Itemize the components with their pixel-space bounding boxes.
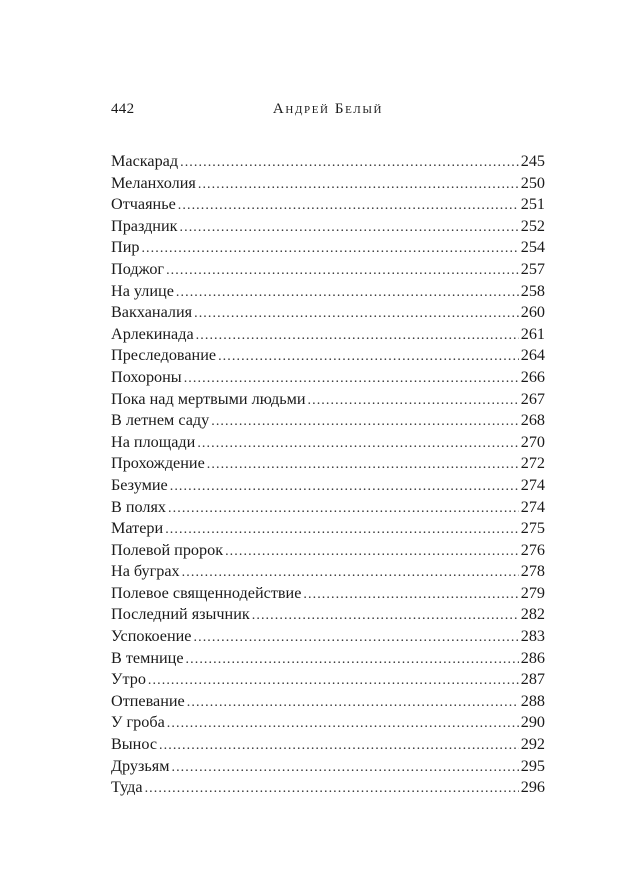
toc-entry-page-number: 254 — [520, 238, 545, 257]
toc-dot-leader — [308, 390, 519, 412]
toc-entry-page-number: 279 — [520, 583, 545, 602]
toc-entry-title: Пир — [111, 238, 140, 257]
toc-dot-leader — [180, 152, 519, 174]
toc-dot-leader — [218, 346, 519, 368]
toc-entry — [111, 518, 545, 540]
toc-entry — [111, 475, 545, 497]
toc-entry-page-number: 251 — [520, 195, 545, 214]
toc-entry-page-number: 274 — [520, 497, 545, 516]
toc-entry-title: Полевой пророк — [111, 540, 224, 559]
toc-dot-leader — [187, 692, 519, 714]
toc-entry-page-number: 288 — [520, 691, 545, 710]
toc-entry — [111, 669, 545, 691]
toc-dot-leader — [194, 627, 519, 649]
toc-entry-page-number: 278 — [520, 562, 545, 581]
toc-dot-leader — [165, 519, 519, 541]
toc-entry-page-number: 283 — [520, 627, 545, 646]
toc-entry-page-number: 276 — [520, 540, 545, 559]
toc-entry-title: Полевое священнодействие — [111, 583, 302, 602]
toc-dot-leader — [145, 778, 519, 800]
toc-entry-page-number: 245 — [520, 152, 545, 170]
toc-entry-page-number: 260 — [520, 303, 545, 322]
toc-entry — [111, 712, 545, 734]
toc-entry-title: Меланхолия — [111, 173, 196, 192]
toc-dot-leader — [159, 735, 519, 757]
toc-entry-page-number: 266 — [520, 367, 545, 386]
toc-entry-title: Вынос — [111, 735, 158, 754]
toc-entry — [111, 216, 545, 238]
toc-entry-page-number: 282 — [520, 605, 545, 624]
toc-entry — [111, 151, 545, 173]
toc-entry-page-number: 257 — [520, 259, 545, 278]
toc-entry-title: На буграх — [111, 562, 180, 581]
toc-entry-page-number: 272 — [520, 454, 545, 473]
toc-entry-title: Поджог — [111, 259, 165, 278]
toc-entry — [111, 691, 545, 713]
toc-entry — [111, 734, 545, 756]
toc-entry-title: Друзьям — [111, 756, 170, 775]
toc-entry-page-number: 290 — [520, 713, 545, 732]
toc-dot-leader — [182, 562, 519, 584]
toc-dot-leader — [180, 217, 519, 239]
toc-entry — [111, 497, 545, 519]
table-of-contents — [111, 151, 545, 799]
toc-entry-page-number: 261 — [520, 324, 545, 343]
toc-dot-leader — [171, 757, 518, 779]
toc-dot-leader — [194, 303, 519, 325]
toc-entry-page-number: 252 — [520, 216, 545, 235]
toc-entry — [111, 281, 545, 303]
toc-entry-page-number: 264 — [520, 346, 545, 365]
toc-entry — [111, 302, 545, 324]
toc-entry — [111, 453, 545, 475]
toc-entry — [111, 367, 545, 389]
toc-entry-page-number: 258 — [520, 281, 545, 300]
toc-entry-title: У гроба — [111, 713, 165, 732]
toc-entry-page-number: 292 — [520, 735, 545, 754]
toc-entry — [111, 648, 545, 670]
toc-dot-leader — [196, 325, 519, 347]
toc-entry-title: Маскарад — [111, 152, 179, 170]
toc-dot-leader — [211, 411, 519, 433]
toc-dot-leader — [303, 584, 518, 606]
toc-entry-title: Успокоение — [111, 627, 192, 646]
toc-entry-title: Матери — [111, 519, 164, 538]
toc-entry-title: Вакханалия — [111, 303, 193, 322]
toc-entry-page-number: 268 — [520, 411, 545, 430]
toc-entry — [111, 626, 545, 648]
page-header — [111, 101, 545, 125]
toc-entry-page-number: 286 — [520, 648, 545, 667]
toc-entry-title: На площади — [111, 432, 196, 451]
toc-entry-title: Последний язычник — [111, 605, 250, 624]
page-number: 442 — [111, 101, 135, 117]
toc-entry-title: Арлекинада — [111, 324, 194, 343]
toc-entry — [111, 389, 545, 411]
toc-entry — [111, 583, 545, 605]
toc-dot-leader — [148, 670, 519, 692]
toc-entry-title: Пока над мертвыми людьми — [111, 389, 306, 408]
toc-dot-leader — [166, 260, 519, 282]
toc-entry — [111, 324, 545, 346]
toc-dot-leader — [186, 649, 519, 671]
toc-entry-page-number: 287 — [520, 670, 545, 689]
toc-entry — [111, 410, 545, 432]
toc-dot-leader — [225, 541, 519, 563]
toc-entry-title: Туда — [111, 778, 143, 797]
toc-dot-leader — [184, 368, 519, 390]
toc-dot-leader — [198, 174, 519, 196]
toc-entry-title: Безумие — [111, 475, 168, 494]
toc-entry-page-number: 295 — [520, 756, 545, 775]
toc-entry — [111, 604, 545, 626]
toc-entry — [111, 194, 545, 216]
toc-dot-leader — [167, 713, 519, 735]
toc-entry-title: В полях — [111, 497, 167, 516]
toc-entry-page-number: 267 — [520, 389, 545, 408]
toc-entry-title: Похороны — [111, 367, 182, 386]
toc-entry-page-number: 275 — [520, 519, 545, 538]
toc-entry-page-number: 270 — [520, 432, 545, 451]
toc-dot-leader — [141, 238, 518, 260]
toc-entry-title: Прохождение — [111, 454, 205, 473]
toc-entry — [111, 540, 545, 562]
toc-entry-title: Отчаянье — [111, 195, 176, 214]
toc-entry — [111, 259, 545, 281]
toc-entry — [111, 432, 545, 454]
toc-dot-leader — [170, 476, 519, 498]
running-head-author: Андрей Белый — [272, 101, 384, 117]
toc-entry-title: В темнице — [111, 648, 184, 667]
toc-dot-leader — [176, 282, 519, 304]
toc-entry — [111, 345, 545, 367]
toc-entry-title: Праздник — [111, 216, 178, 235]
toc-dot-leader — [197, 433, 518, 455]
toc-entry — [111, 756, 545, 778]
toc-entry-page-number: 250 — [520, 173, 545, 192]
toc-entry-title: Отпевание — [111, 691, 185, 710]
toc-entry — [111, 561, 545, 583]
toc-entry — [111, 173, 545, 195]
toc-entry-title: В летнем саду — [111, 411, 210, 430]
toc-entry-page-number: 274 — [520, 475, 545, 494]
toc-dot-leader — [168, 498, 519, 520]
toc-entry-page-number: 296 — [520, 778, 545, 797]
toc-dot-leader — [252, 605, 519, 627]
toc-entry-title: Утро — [111, 670, 146, 689]
toc-entry — [111, 237, 545, 259]
toc-entry-title: Преследование — [111, 346, 217, 365]
toc-entry — [111, 777, 545, 799]
toc-entry-title: На улице — [111, 281, 174, 300]
toc-dot-leader — [178, 195, 519, 217]
toc-dot-leader — [207, 454, 519, 476]
